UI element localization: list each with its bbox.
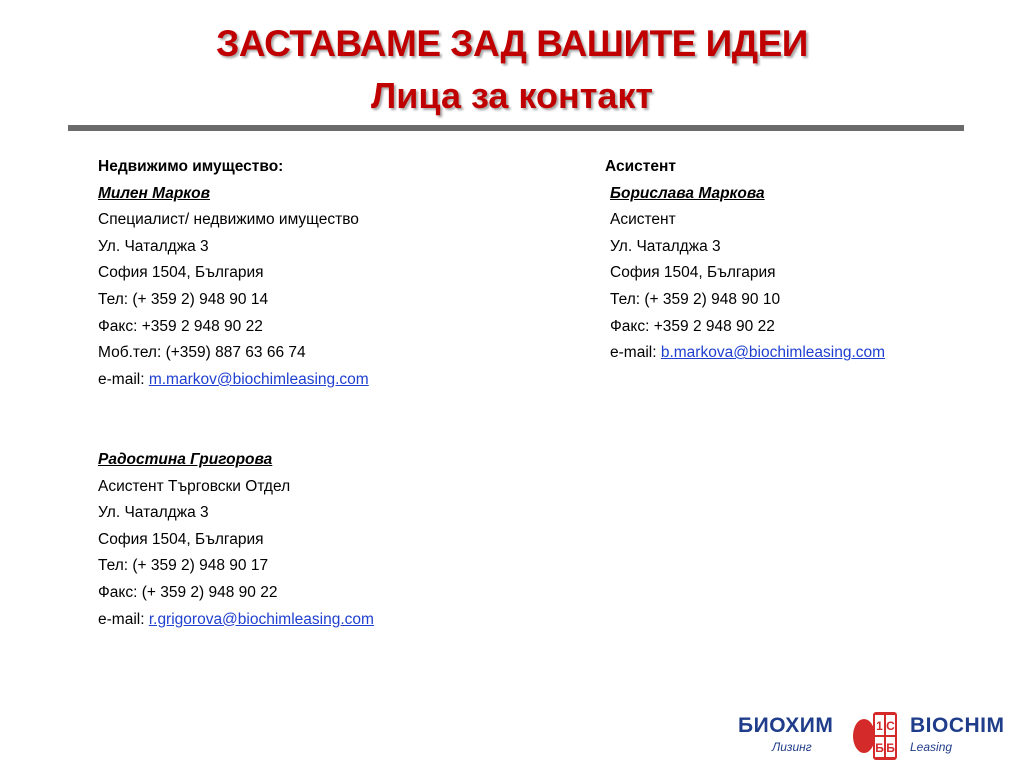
email-label: e-mail: xyxy=(98,610,149,628)
emblem-letter: С xyxy=(886,719,895,733)
contact-name: Милен Марков xyxy=(98,184,210,202)
email-link[interactable]: r.grigorova@biochimleasing.com xyxy=(148,610,374,628)
contact-street: Ул. Чаталджа 3 xyxy=(610,237,721,255)
logo-sub-en: Leasing xyxy=(910,740,953,754)
contact-fax: Факс: +359 2 948 90 22 xyxy=(98,317,263,335)
contact-card-grigorova xyxy=(98,447,374,633)
contact-city: София 1504, България xyxy=(98,530,264,548)
emblem-letter: Б xyxy=(875,741,884,755)
contact-position: Специалист/ недвижимо имущество xyxy=(98,211,359,229)
section-heading-assistant: Асистент xyxy=(605,158,676,175)
contact-name: Радостина Григорова xyxy=(98,451,273,468)
section-heading-real-estate: Недвижимо имущество: xyxy=(98,158,284,175)
email-link[interactable]: b.markova@biochimleasing.com xyxy=(660,344,886,362)
contact-mobile: Моб.тел: (+359) 887 63 66 74 xyxy=(98,344,306,362)
contact-email-line xyxy=(610,340,885,367)
logo-sub-bg: Лизинг xyxy=(772,740,812,754)
contact-fax: Факс: +359 2 948 90 22 xyxy=(610,317,775,335)
contact-city: София 1504, България xyxy=(98,264,264,282)
contact-phone: Тел: (+ 359 2) 948 90 17 xyxy=(98,557,269,575)
contact-position: Асистент xyxy=(610,211,676,229)
contact-card-markov xyxy=(98,154,369,393)
biochim-emblem-icon xyxy=(844,710,908,762)
biochim-logo xyxy=(736,710,1016,762)
contact-position: Асистент Търговски Отдел xyxy=(98,477,291,495)
contact-street: Ул. Чаталджа 3 xyxy=(98,237,209,255)
emblem-letter: 1 xyxy=(876,719,883,733)
emblem-letter: Б xyxy=(886,741,895,755)
contact-street: Ул. Чаталджа 3 xyxy=(98,504,209,522)
contact-email-line xyxy=(98,607,374,634)
contact-name: Борислава Маркова xyxy=(610,184,765,202)
contact-card-markova xyxy=(605,154,886,367)
contact-email-line xyxy=(98,367,369,394)
contact-city: София 1504, България xyxy=(610,264,776,282)
email-label: e-mail: xyxy=(98,370,149,388)
contact-phone: Тел: (+ 359 2) 948 90 10 xyxy=(610,290,781,308)
logo-text-en: BIOCHIM xyxy=(910,714,1005,737)
slide-subtitle: Лица за контакт xyxy=(370,75,653,116)
email-link[interactable]: m.markov@biochimleasing.com xyxy=(148,370,369,388)
email-label: e-mail: xyxy=(610,344,661,362)
contact-fax: Факс: (+ 359 2) 948 90 22 xyxy=(98,583,278,601)
logo-text-bg: БИОХИМ xyxy=(738,714,834,737)
title-divider xyxy=(68,125,964,131)
slide-title: ЗАСТАВАМЕ ЗАД ВАШИТЕ ИДЕИ xyxy=(216,23,808,64)
contact-phone: Тел: (+ 359 2) 948 90 14 xyxy=(98,290,269,308)
